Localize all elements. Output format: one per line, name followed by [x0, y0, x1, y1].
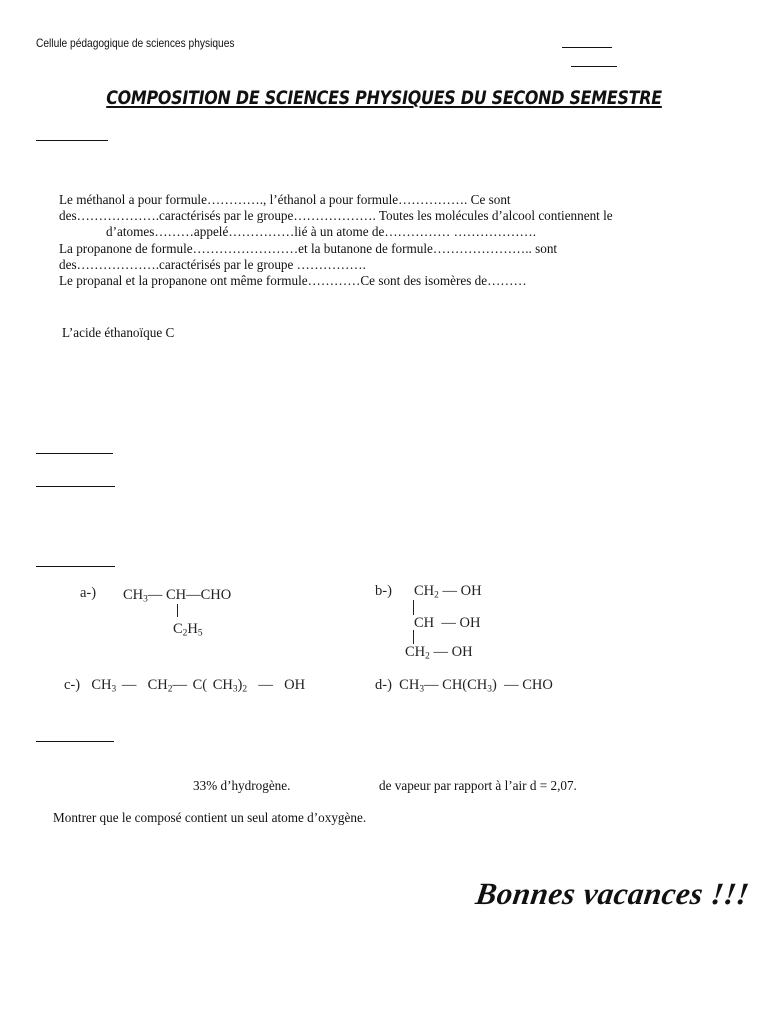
formula-d-sub: 3: [487, 684, 492, 695]
closing-message: Bonnes vacances !!!: [473, 876, 752, 911]
formula-b-ch: CH: [414, 615, 435, 631]
formula-c-paren: ): [237, 677, 243, 693]
formula-b-oh: — OH: [442, 583, 482, 599]
header-rule-2: [571, 66, 617, 67]
formula-a-group-1: CH: [123, 587, 144, 603]
formula-c-bond: —: [121, 677, 137, 693]
formula-a-branch-sub-1: 2: [182, 628, 188, 639]
formula-a-branch: [173, 621, 203, 638]
header-school-label: Cellule pédagogique de sciences physiques: [36, 36, 235, 50]
formula-d-label: d-): [375, 677, 392, 693]
formula-d-group: CH: [399, 677, 420, 693]
formula-c-sub: 2: [242, 684, 248, 695]
formula-b-ch: CH: [414, 583, 435, 599]
formula-d-sub: 3: [419, 684, 425, 695]
paragraph-line: La propanone de formule……………………et la butanone de formule………………….. sont: [59, 240, 558, 256]
formula-b-ch: CH: [405, 644, 426, 660]
formula-b-oh: — OH: [441, 615, 481, 631]
formula-d-group: — CH(CH: [424, 677, 488, 693]
question-vapor-text: de vapeur par rapport à l’air d = 2,07.: [379, 778, 577, 793]
formula-c-bond: —: [258, 677, 273, 693]
formula-d-group: — CHO: [504, 677, 553, 693]
section-rule-5: [36, 741, 114, 742]
formula-a-bond-1: —: [147, 587, 163, 603]
formula-b-sub: 2: [425, 651, 430, 662]
formula-c-sub: 2: [167, 684, 173, 695]
paragraph-line: Le propanal et la propanone ont même formule…………Ce sont des isomères de………: [59, 273, 527, 289]
formula-c-group: CH: [147, 677, 168, 693]
formula-b-bond-1: [413, 600, 414, 615]
paragraph-line: des……………….caractérisés par le groupe …………….: [59, 256, 366, 272]
formula-b-bond-2: [413, 630, 414, 644]
header-rule-1: [562, 47, 612, 48]
section-rule-4: [36, 566, 115, 567]
formula-c-group: OH: [284, 677, 306, 693]
section-rule-2: [36, 453, 113, 454]
paragraph-line: d’atomes………appelé……………lié à un atome de…………… ……………….: [106, 224, 536, 240]
formula-a-main: [123, 587, 231, 604]
formula-a-branch-c: C: [173, 621, 183, 637]
formula-b-row-3: [405, 644, 473, 661]
formula-c: [64, 677, 305, 694]
formula-a-branch-sub-2: 5: [197, 628, 203, 639]
formula-b-oh: — OH: [433, 644, 473, 660]
formula-b-row-2: [414, 615, 480, 632]
formula-b-label: b-): [375, 583, 392, 599]
formula-b-sub: 2: [434, 590, 439, 601]
section-rule-3: [36, 486, 115, 487]
formula-a-branch-bond: [177, 604, 178, 617]
question-oxygen-text: Montrer que le composé contient un seul atome d’oxygène.: [53, 810, 367, 825]
formula-a-label: a-): [80, 585, 97, 601]
question-hydrogen-text: 33% d’hydrogène.: [193, 778, 291, 793]
formula-c-sub: 3: [111, 684, 117, 695]
fill-in-paragraph: [59, 192, 729, 289]
section-rule-1: [36, 140, 108, 141]
formula-a-branch-h: H: [187, 621, 198, 637]
page-title: COMPOSITION DE SCIENCES PHYSIQUES DU SECOND SEMESTRE: [106, 88, 662, 109]
formula-c-bond: —: [172, 677, 187, 693]
formula-d-paren: ): [491, 677, 497, 693]
formula-c-sub: 3: [232, 684, 238, 695]
formula-c-group: C( CH: [192, 677, 233, 693]
formula-a-group-2: CH—: [165, 587, 201, 603]
paragraph-line: des……………….caractérisés par le groupe………………. Toutes les molécules d’alcool contiennent le: [59, 208, 613, 224]
formula-b-row-1: [414, 583, 482, 600]
acid-text: L’acide éthanoïque C: [62, 325, 175, 340]
formula-d: [375, 677, 553, 694]
formula-a: [80, 585, 96, 602]
formula-c-group: CH: [91, 677, 112, 693]
paragraph-line: Le méthanol a pour formule…………., l’éthanol a pour formule……………. Ce sont: [59, 192, 511, 207]
formula-a-group-3: CHO: [200, 587, 232, 603]
formula-c-label: c-): [64, 677, 81, 693]
formula-a-sub-1: 3: [143, 594, 148, 605]
